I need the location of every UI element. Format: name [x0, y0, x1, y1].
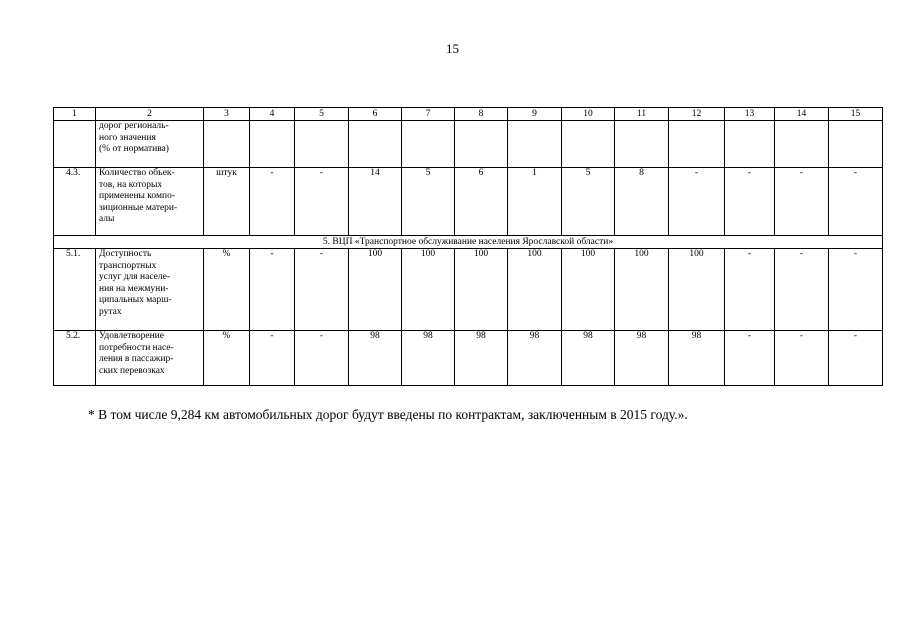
header-cell: 14 — [775, 108, 829, 121]
value-cell: 100 — [349, 249, 402, 331]
value-cell: - — [250, 331, 295, 386]
header-cell: 4 — [250, 108, 295, 121]
section-title: 5. ВЦП «Транспортное обслуживание населения Ярославской области» — [54, 236, 883, 249]
value-cell: 100 — [402, 249, 455, 331]
value-cell: 5 — [402, 168, 455, 236]
value-cell — [562, 121, 615, 168]
value-cell — [508, 121, 562, 168]
value-cell: 98 — [455, 331, 508, 386]
header-cell: 7 — [402, 108, 455, 121]
footnote: * В том числе 9,284 км автомобильных дорог будут введены по контрактам, заключенным в 2015 году.». — [88, 407, 688, 422]
value-cell — [250, 121, 295, 168]
value-cell — [349, 121, 402, 168]
header-cell: 3 — [204, 108, 250, 121]
row-number-cell — [54, 121, 96, 168]
value-cell: - — [829, 168, 883, 236]
table-row — [54, 331, 883, 386]
header-cell: 11 — [615, 108, 669, 121]
value-cell: 98 — [402, 331, 455, 386]
indicators-table — [53, 107, 883, 386]
table-header-row — [54, 108, 883, 121]
value-cell — [402, 121, 455, 168]
header-cell: 6 — [349, 108, 402, 121]
header-cell: 5 — [295, 108, 349, 121]
value-cell: - — [829, 331, 883, 386]
value-cell: - — [725, 331, 775, 386]
section-row — [54, 236, 883, 249]
value-cell — [829, 121, 883, 168]
value-cell: - — [775, 249, 829, 331]
value-cell: 6 — [455, 168, 508, 236]
value-cell: - — [725, 249, 775, 331]
table-row — [54, 249, 883, 331]
value-cell: - — [250, 249, 295, 331]
row-number-cell: 5.2. — [54, 331, 96, 386]
value-cell: 98 — [562, 331, 615, 386]
value-cell: 100 — [508, 249, 562, 331]
value-cell: 14 — [349, 168, 402, 236]
indicator-name-cell: дорог региональ- ного значения (% от норматива) — [96, 121, 204, 168]
header-cell: 15 — [829, 108, 883, 121]
header-cell: 13 — [725, 108, 775, 121]
indicator-name-cell: Количество объек- тов, на которых применены компо- зиционные матери- алы — [96, 168, 204, 236]
value-cell: 100 — [562, 249, 615, 331]
table-row — [54, 121, 883, 168]
value-cell: 100 — [455, 249, 508, 331]
value-cell — [775, 121, 829, 168]
value-cell: - — [775, 168, 829, 236]
value-cell: - — [775, 331, 829, 386]
value-cell: - — [295, 331, 349, 386]
page-number: 15 — [446, 41, 459, 56]
value-cell: 98 — [508, 331, 562, 386]
value-cell: - — [669, 168, 725, 236]
table-row — [54, 168, 883, 236]
value-cell: 5 — [562, 168, 615, 236]
value-cell — [669, 121, 725, 168]
value-cell — [615, 121, 669, 168]
indicator-name-cell: Удовлетворение потребности насе- ления в пассажир- ских перевозках — [96, 331, 204, 386]
value-cell: 98 — [349, 331, 402, 386]
header-cell: 12 — [669, 108, 725, 121]
value-cell: 100 — [669, 249, 725, 331]
value-cell: - — [725, 168, 775, 236]
header-cell: 8 — [455, 108, 508, 121]
value-cell: - — [250, 168, 295, 236]
header-cell: 1 — [54, 108, 96, 121]
value-cell: - — [295, 249, 349, 331]
value-cell — [295, 121, 349, 168]
unit-cell: % — [204, 249, 250, 331]
value-cell: - — [829, 249, 883, 331]
row-number-cell: 4.3. — [54, 168, 96, 236]
value-cell: 98 — [669, 331, 725, 386]
unit-cell: штук — [204, 168, 250, 236]
value-cell — [455, 121, 508, 168]
header-cell: 9 — [508, 108, 562, 121]
header-cell: 10 — [562, 108, 615, 121]
value-cell: 100 — [615, 249, 669, 331]
unit-cell — [204, 121, 250, 168]
value-cell — [725, 121, 775, 168]
header-cell: 2 — [96, 108, 204, 121]
value-cell: 98 — [615, 331, 669, 386]
indicator-name-cell: Доступность транспортных услуг для населе- ния на межмуни- ципальных марш- рутах — [96, 249, 204, 331]
value-cell: 1 — [508, 168, 562, 236]
unit-cell: % — [204, 331, 250, 386]
row-number-cell: 5.1. — [54, 249, 96, 331]
value-cell: 8 — [615, 168, 669, 236]
value-cell: - — [295, 168, 349, 236]
